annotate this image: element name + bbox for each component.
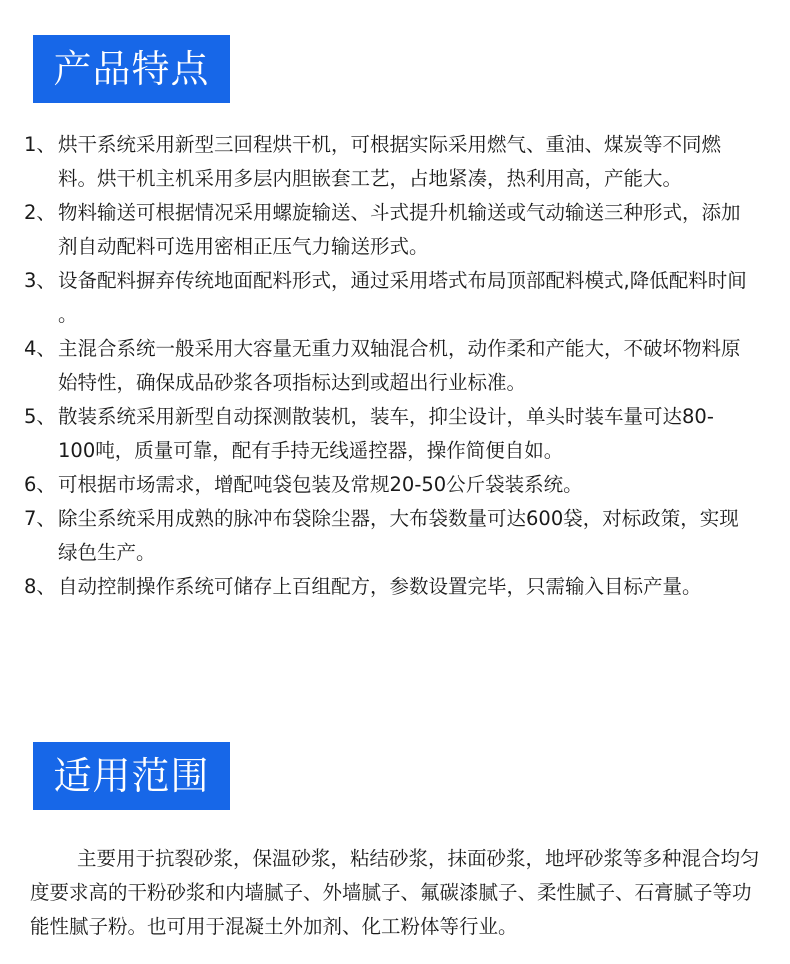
feature-item-6	[0, 468, 750, 502]
feature-number: 7、	[24, 507, 56, 530]
feature-text: 自动控制操作系统可储存上百组配方，参数设置完毕，只需输入目标产量。	[58, 575, 702, 598]
feature-text: 可根据市场需求，增配吨袋包装及常规20-50公斤袋装系统。	[58, 473, 583, 496]
features-list	[0, 128, 790, 604]
feature-text: 物料输送可根据情况采用螺旋输送、斗式提升机输送或气动输送三种形式，添加剂自动配料可选用密相正压气力输送形式。	[58, 201, 741, 258]
feature-item-7	[0, 502, 750, 570]
feature-number: 5、	[24, 405, 56, 428]
scope-section-title: 适用范围	[33, 742, 230, 810]
feature-number: 2、	[24, 201, 56, 224]
scope-paragraph: 主要用于抗裂砂浆，保温砂浆，粘结砂浆，抹面砂浆，地坪砂浆等多种混合均匀度要求高的干粉砂浆和内墙腻子、外墙腻子、氟碳漆腻子、柔性腻子、石膏腻子等功能性腻子粉。也可用于混凝土外加剂、化工粉体等行业。	[30, 847, 760, 938]
feature-number: 1、	[24, 133, 56, 156]
feature-number: 6、	[24, 473, 56, 496]
feature-item-5	[0, 400, 750, 468]
feature-item-3	[0, 264, 750, 332]
feature-text: 设备配料摒弃传统地面配料形式，通过采用塔式布局顶部配料模式,降低配料时间 。	[58, 269, 747, 326]
feature-item-2	[0, 196, 750, 264]
feature-text: 烘干系统采用新型三回程烘干机，可根据实际采用燃气、重油、煤炭等不同燃料。烘干机主机采用多层内胆嵌套工艺，占地紧凑，热利用高，产能大。	[58, 133, 722, 190]
feature-item-4	[0, 332, 750, 400]
feature-number: 8、	[24, 575, 56, 598]
feature-item-1	[0, 128, 750, 196]
features-section-title: 产品特点	[33, 35, 230, 103]
feature-item-8	[0, 570, 750, 604]
feature-text: 散装系统采用新型自动探测散装机，装车，抑尘设计，单头时装车量可达80-100吨，质量可靠，配有手持无线遥控器，操作简便自如。	[58, 405, 714, 462]
feature-text: 除尘系统采用成熟的脉冲布袋除尘器，大布袋数量可达600袋，对标政策，实现绿色生产。	[58, 507, 739, 564]
feature-text: 主混合系统一般采用大容量无重力双轴混合机，动作柔和产能大，不破坏物料原始特性，确保成品砂浆各项指标达到或超出行业标准。	[58, 337, 741, 394]
feature-number: 3、	[24, 269, 56, 292]
feature-number: 4、	[24, 337, 56, 360]
